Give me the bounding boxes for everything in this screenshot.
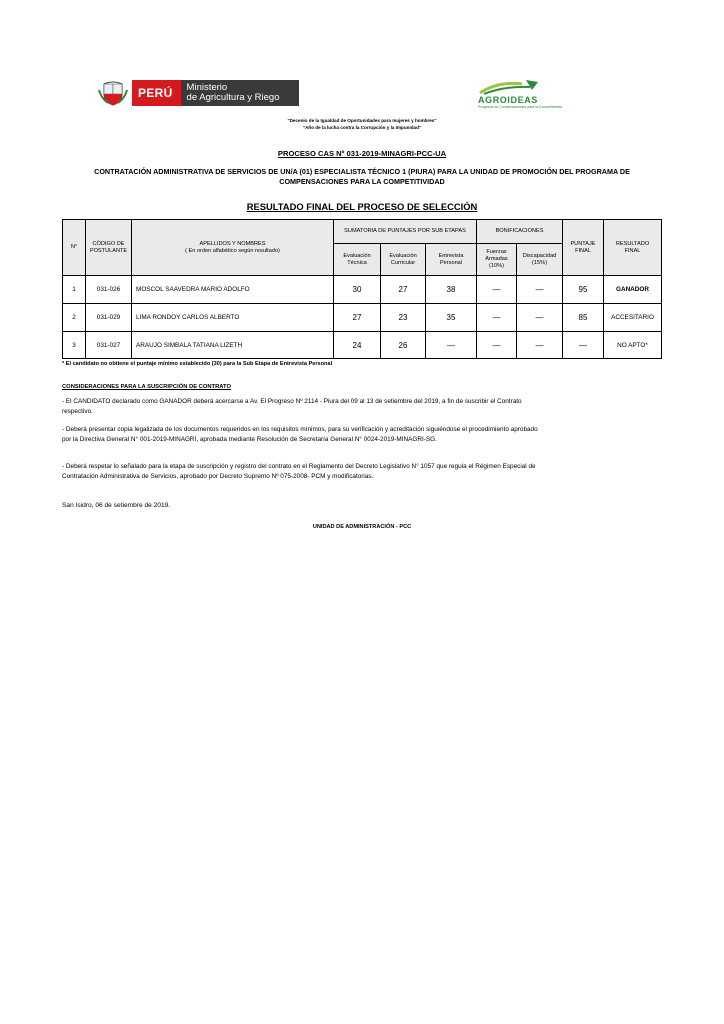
signing-date: San Isidro, 06 de setiembre de 2019. [62, 502, 171, 509]
minagri-logo [98, 78, 299, 108]
cell-code: 031-029 [86, 304, 132, 332]
header-armed-line3: (10%) [489, 263, 504, 269]
cell-score: 95 [563, 276, 604, 304]
cell-armed: — [477, 304, 517, 332]
contract-title-line2: COMPENSACIONES PARA LA COMPETITIVIDAD [279, 177, 445, 186]
cell-result: ACCESITARIO [604, 304, 661, 332]
cell-num: 2 [63, 304, 86, 332]
cell-result: NO APTO* [617, 341, 648, 349]
header-score-line2: FINAL [575, 247, 591, 254]
considerations-title: CONSIDERACIONES PARA LA SUSCRIPCIÓN DE CONTRATO [62, 384, 231, 390]
header-disab-line2: (15%) [532, 259, 547, 266]
cell-disab: — [517, 304, 563, 332]
header-eval-tec-line2: Técnica [347, 259, 367, 266]
consideration-2-line2: por la Directiva General N° 001-2019-MINAGRI, aprobada mediante Resolución de Secretaría General N° 0024-2019-MINAGRI-SG. [62, 435, 437, 443]
cell-score: — [563, 332, 604, 358]
agroideas-label: AGROIDEAS [478, 95, 538, 105]
header-code-line2: POSTULANTE [89, 247, 128, 254]
ministry-line1: Ministerio [186, 82, 228, 93]
ministry-line2: de Agricultura y Riego [186, 92, 280, 103]
cell-disab: — [517, 276, 563, 304]
decade-text: "Decenio de la Igualdad de Oportunidades para mujeres y hombres" [287, 118, 437, 123]
header-names [132, 220, 334, 276]
contract-title-line1: CONTRATACIÓN ADMINISTRATIVA DE SERVICIOS DE UN/A (01) ESPECIALISTA TÉCNICO 1 (PIURA) PARA LA UNIDAD DE PROMOCIÓN DEL PROGRAMA DE [94, 167, 630, 176]
cell-interview: — [426, 332, 477, 358]
header-interview [426, 244, 477, 276]
result-title: RESULTADO FINAL DEL PROCESO DE SELECCIÓN [246, 201, 478, 212]
peru-label: PERÚ [132, 80, 181, 106]
cell-num: 3 [63, 332, 86, 358]
ministry-label [181, 80, 299, 106]
header-code [86, 220, 132, 276]
year-text: "Año de la lucha contra la Corrupción y la Impunidad" [302, 125, 422, 130]
header-names-line2: ( En orden alfabético según resultado) [185, 247, 280, 254]
header-disab-line1: Discapacidad [522, 252, 557, 259]
cell-interview: 38 [426, 276, 477, 304]
consideration-1-line1: - El CANDIDATO declarado como GANADOR deberá acercarse a Av. El Progreso Nº 2114 - Piura del 09 al 13 de setiembre del 2019, a fin de suscribir el Contrato [62, 398, 522, 405]
cell-eval-cur: 26 [381, 332, 426, 358]
header-score [563, 220, 604, 276]
cell-num: 1 [63, 276, 86, 304]
consideration-2-line1: - Deberá presentar copia legalizada de los documentos requeridos en los requisitos mínimos, para su verificación y acreditación siguiéndose el procedimiento aprobado [62, 426, 538, 433]
header-eval-cur-line1: Evaluación [389, 252, 417, 259]
header-disab [517, 244, 563, 276]
cell-score: 85 [563, 304, 604, 332]
process-title: PROCESO CAS Nº 031-2019-MINAGRI-PCC-UA [277, 149, 447, 158]
agroideas-tagline: Programa de Compensaciones para la Competitividad [478, 105, 563, 109]
header-stages: SUMATORIA DE PUNTAJES POR SUB ETAPAS [334, 220, 477, 244]
header-bonus: BONIFICACIONES [477, 220, 563, 244]
header-interview-line1: Entrevista [438, 252, 464, 259]
cell-eval-cur: 27 [381, 276, 426, 304]
header-armed-line2: Armadas [485, 256, 508, 262]
cell-armed: — [477, 276, 517, 304]
results-table [62, 219, 662, 359]
header-armed [477, 244, 517, 276]
header-eval-tec [334, 244, 381, 276]
cell-eval-cur: 23 [381, 304, 426, 332]
cell-name: ARAUJO SIMBALA TATIANA LIZETH [132, 332, 334, 358]
header-result-line2: FINAL [624, 247, 641, 254]
cell-eval-tec: 30 [334, 276, 381, 304]
header-names-line1: APELLIDOS Y NOMBRES [199, 240, 266, 247]
table-footnote: * El candidato no obtiene el puntaje mínimo establecido (30) para la Sub Etapa de Entrevista Personal [62, 361, 333, 367]
header-result-line1: RESULTADO [615, 240, 650, 247]
header-interview-line2: Personal [439, 259, 463, 266]
header-score-line1: PUNTAJE [570, 240, 596, 247]
header-code-line1: CÓDIGO DE [92, 240, 125, 247]
cell-result: GANADOR [604, 276, 661, 304]
header-eval-cur-line2: Curricular [390, 259, 416, 266]
cell-code: 031-027 [86, 332, 132, 358]
cell-name: LIMA RONDOY CARLOS ALBERTO [132, 304, 334, 332]
consideration-1-line2: respectivo. [62, 407, 93, 415]
header-eval-cur [381, 244, 426, 276]
cell-code: 031-026 [86, 276, 132, 304]
issuing-unit: UNIDAD DE ADMINISTRACIÓN - PCC [312, 524, 412, 530]
agroideas-swoosh-icon [478, 78, 550, 96]
consideration-3-line2: Contratación Administrativa de Servicios, aprobado por Decreto Supremo Nº 075-2008- PCM y modificatorias. [62, 472, 374, 480]
consideration-1 [62, 397, 662, 416]
cell-interview: 35 [426, 304, 477, 332]
cell-eval-tec: 24 [334, 332, 381, 358]
cell-armed: — [477, 332, 517, 358]
agroideas-logo [478, 78, 563, 109]
cell-disab: — [517, 332, 563, 358]
header-armed-line1: Fuerzas [486, 249, 507, 255]
header-num: N° [63, 220, 86, 276]
consideration-2 [62, 425, 662, 444]
consideration-3 [62, 462, 662, 481]
header-result [604, 220, 661, 276]
cell-name: MOSCOL SAAVEDRA MARIO ADOLFO [132, 276, 334, 304]
cell-eval-tec: 27 [334, 304, 381, 332]
header-eval-tec-line1: Evaluación [343, 252, 371, 259]
peru-coat-of-arms-icon [98, 78, 128, 108]
consideration-3-line1: - Deberá respetar lo señalado para la etapa de suscripción y registro del contrato en el Reglamento del Decreto Legislativo N° 1057 que regula el Régimen Especial de [62, 463, 536, 470]
